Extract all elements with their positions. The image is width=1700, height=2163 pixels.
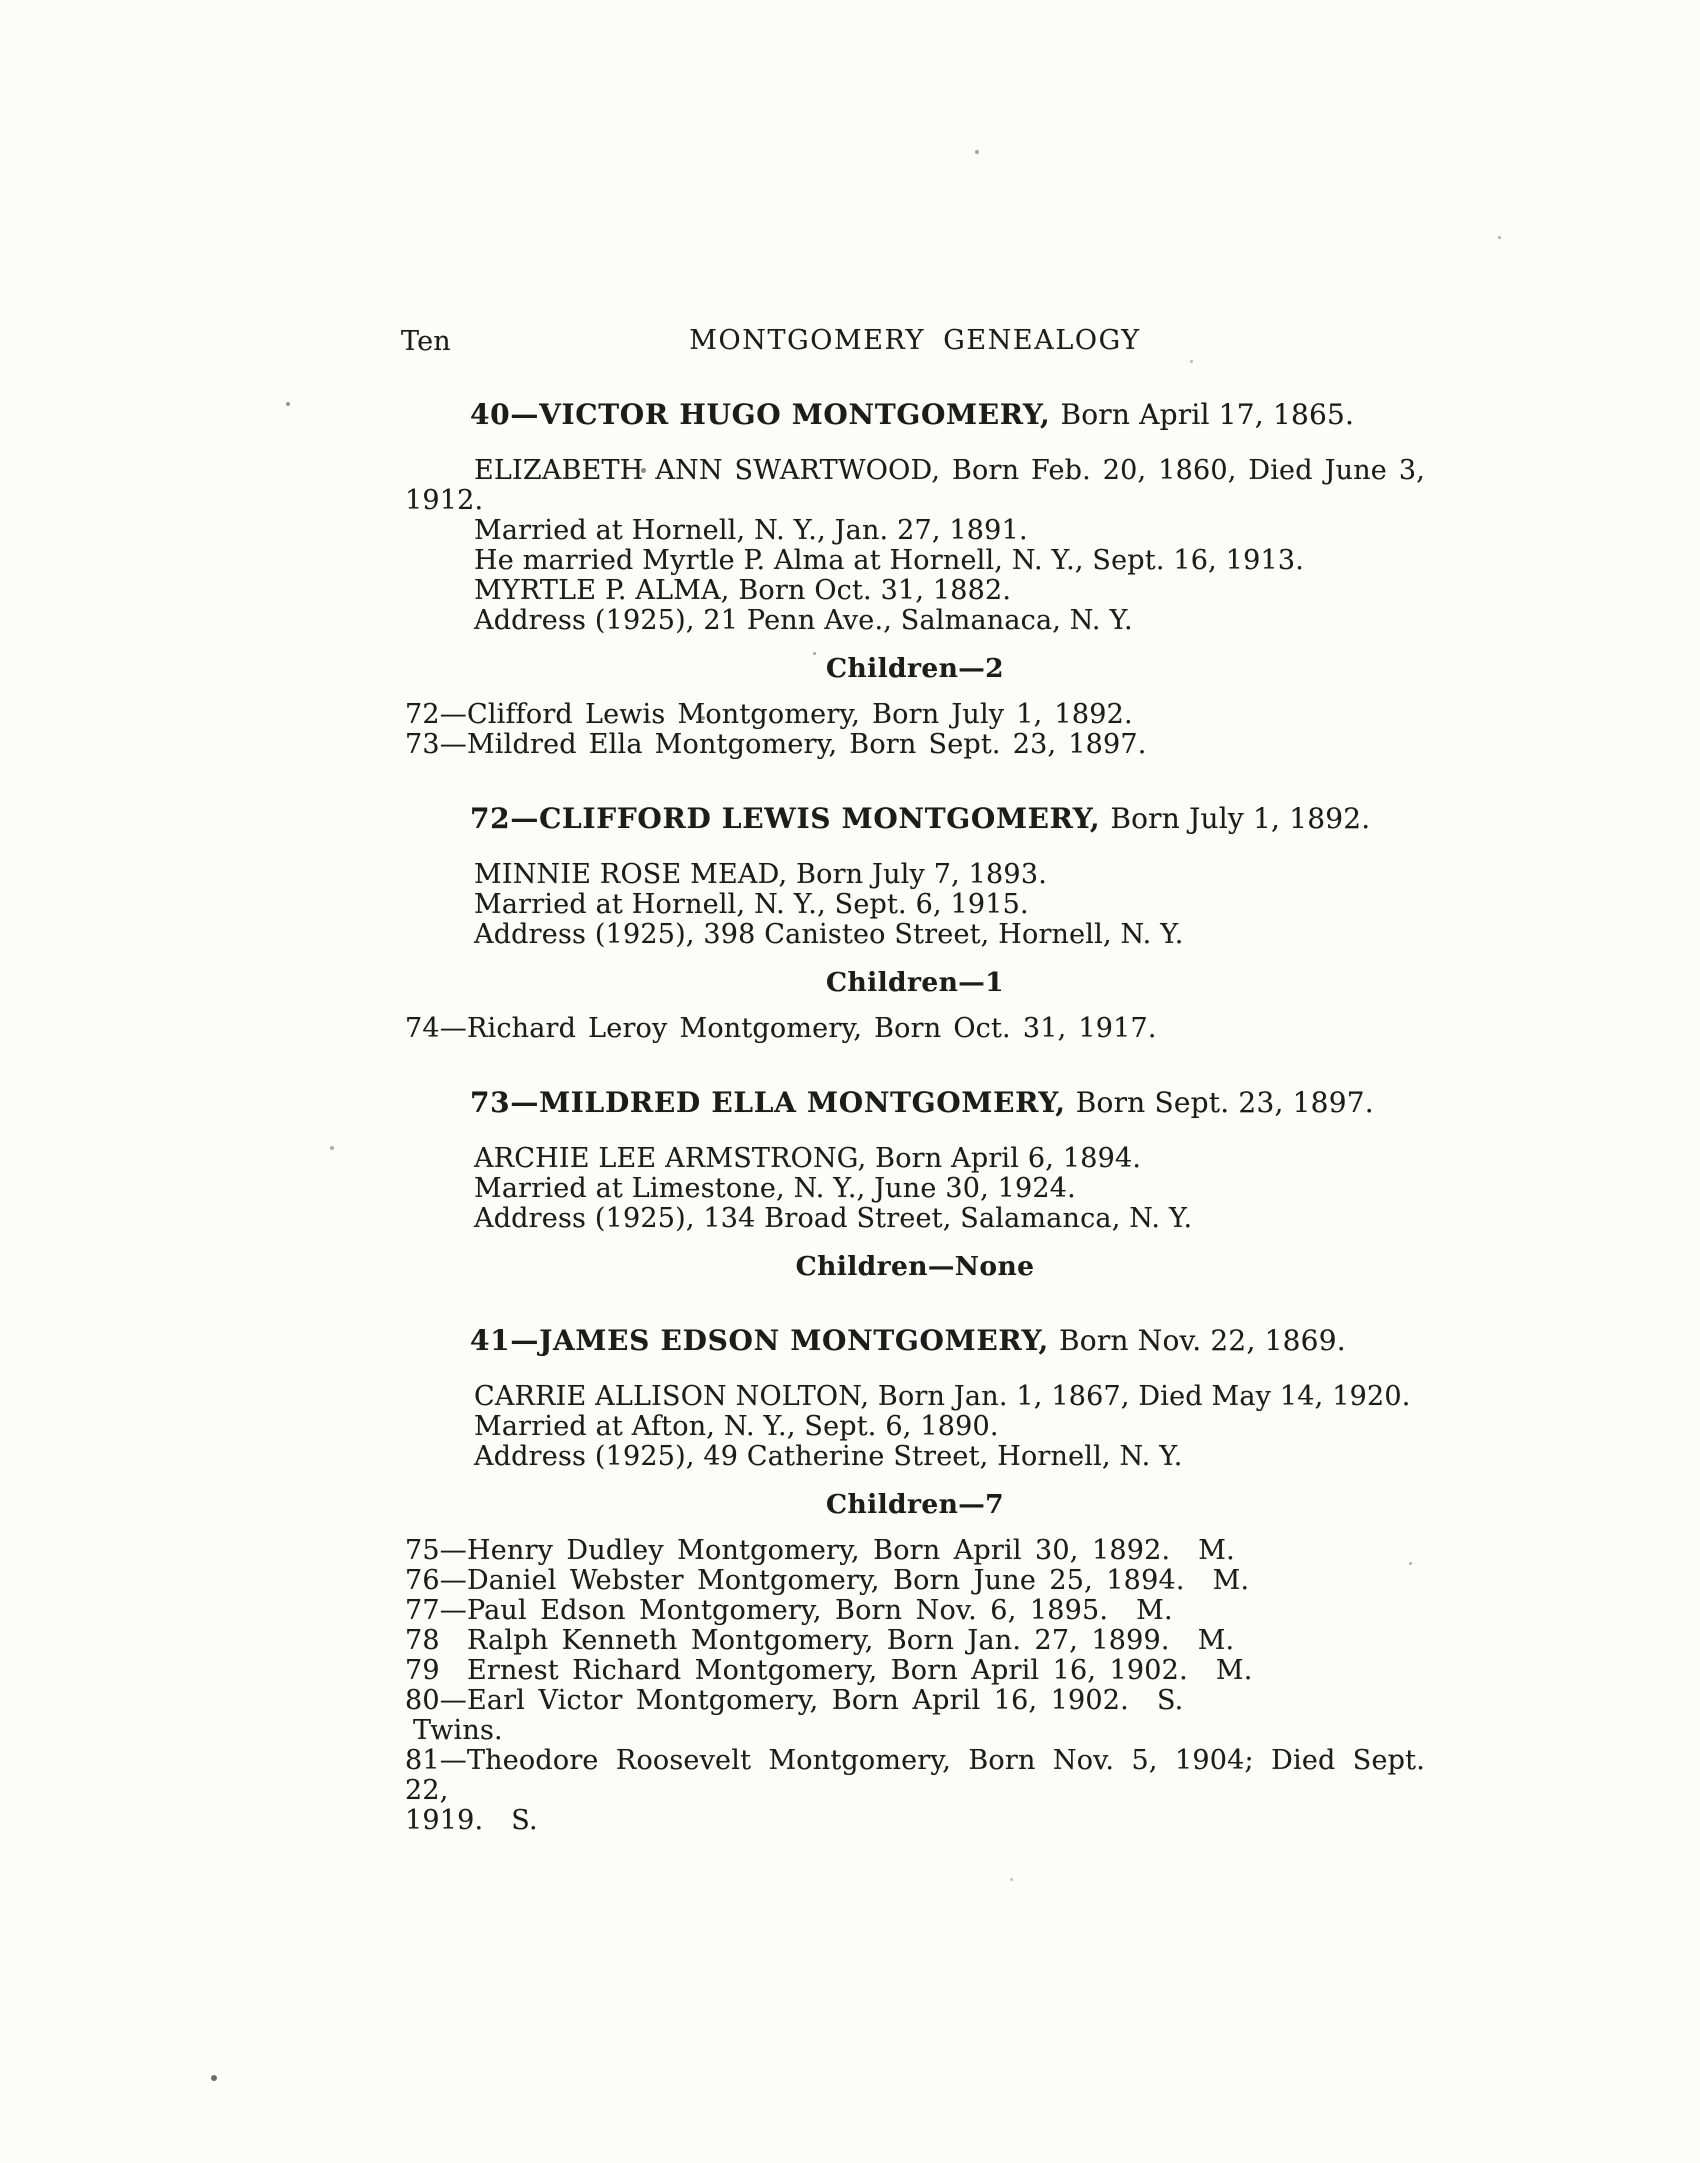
- marital-status-flag: M.: [1197, 1625, 1235, 1656]
- entry-heading-name: 73—MILDRED ELLA MONTGOMERY,: [470, 1086, 1066, 1119]
- marriage-line: He married Myrtle P. Alma at Hornell, N. Y., Sept. 16, 1913.: [474, 545, 1305, 576]
- marriage-line: Married at Hornell, N. Y., Sept. 6, 1915.: [474, 889, 1029, 920]
- child-text: 76—Daniel Webster Montgomery, Born June 25, 1894.: [405, 1565, 1185, 1596]
- entry-73: [405, 1088, 1425, 1282]
- entry-heading-detail: Born Sept. 23, 1897.: [1075, 1086, 1374, 1119]
- entry-40: [405, 400, 1425, 760]
- scan-speck: [1498, 236, 1501, 239]
- child-line: [405, 1686, 1425, 1716]
- text-line: 1912.: [405, 485, 484, 516]
- scan-speck: [211, 2075, 217, 2081]
- spouse-line: ARCHIE LEE ARMSTRONG, Born April 6, 1894.: [474, 1143, 1142, 1174]
- scan-speck: [286, 402, 290, 406]
- address-line: Address (1925), 21 Penn Ave., Salmanaca, N. Y.: [474, 605, 1133, 636]
- entry-heading-detail: Born April 17, 1865.: [1060, 398, 1355, 431]
- entry-heading-name: 40—VICTOR HUGO MONTGOMERY,: [470, 398, 1051, 431]
- children-count-label: Children—1: [825, 967, 1005, 998]
- entry-heading-detail: Born Nov. 22, 1869.: [1059, 1324, 1346, 1357]
- child-text: 78 Ralph Kenneth Montgomery, Born Jan. 27, 1899.: [405, 1625, 1170, 1656]
- child-line: [405, 1656, 1425, 1686]
- children-list: [405, 1014, 1425, 1044]
- entry-details: [405, 860, 1425, 950]
- entry-72: [405, 804, 1425, 1044]
- page-number-label: Ten: [401, 326, 451, 357]
- page-content: [401, 325, 1425, 1836]
- child-line: 74—Richard Leroy Montgomery, Born Oct. 31, 1917.: [405, 1013, 1157, 1044]
- children-list: [405, 1536, 1425, 1836]
- child-text: 1919.: [405, 1805, 484, 1836]
- child-line: 73—Mildred Ella Montgomery, Born Sept. 23, 1897.: [405, 729, 1147, 760]
- address-line: Address (1925), 398 Canisteo Street, Hornell, N. Y.: [474, 919, 1184, 950]
- scan-speck: [975, 150, 979, 154]
- child-line: [405, 1626, 1425, 1656]
- entry-heading: [405, 804, 1425, 834]
- child-line: [405, 1596, 1425, 1626]
- entry-details: [405, 1144, 1425, 1234]
- marriage-line: Married at Limestone, N. Y., June 30, 1924.: [474, 1173, 1076, 1204]
- entry-heading-name: 41—JAMES EDSON MONTGOMERY,: [470, 1324, 1050, 1357]
- marital-status-flag: S.: [511, 1805, 538, 1836]
- child-text: 77—Paul Edson Montgomery, Born Nov. 6, 1895.: [405, 1595, 1109, 1626]
- marital-status-flag: M.: [1215, 1655, 1253, 1686]
- marital-status-flag: M.: [1136, 1595, 1173, 1626]
- spouse-line: ELIZABETH ANN SWARTWOOD, Born Feb. 20, 1860, Died June 3,: [474, 455, 1425, 486]
- marital-status-flag: S.: [1156, 1685, 1184, 1716]
- children-count-label: Children—2: [825, 653, 1005, 684]
- marital-status-flag: M.: [1198, 1535, 1235, 1566]
- entry-heading: [405, 400, 1425, 430]
- running-title: MONTGOMERY GENEALOGY: [689, 325, 1141, 356]
- spouse-line: MINNIE ROSE MEAD, Born July 7, 1893.: [474, 859, 1047, 890]
- child-text: 79 Ernest Richard Montgomery, Born April 16, 1902.: [405, 1655, 1188, 1686]
- entry-41: [405, 1326, 1425, 1836]
- scan-speck: [1010, 1878, 1013, 1881]
- marriage-line: Married at Hornell, N. Y., Jan. 27, 1891.: [474, 515, 1028, 546]
- child-line: 81—Theodore Roosevelt Montgomery, Born Nov. 5, 1904; Died Sept. 22,: [405, 1745, 1425, 1806]
- twins-note-line: Twins.: [413, 1715, 503, 1746]
- children-count-label: Children—7: [825, 1489, 1005, 1520]
- address-line: Address (1925), 134 Broad Street, Salamanca, N. Y.: [474, 1203, 1193, 1234]
- child-line: [405, 1536, 1425, 1566]
- marriage-line: Married at Afton, N. Y., Sept. 6, 1890.: [474, 1411, 999, 1442]
- child-text: 75—Henry Dudley Montgomery, Born April 30, 1892.: [405, 1535, 1171, 1566]
- address-line: Address (1925), 49 Catherine Street, Hornell, N. Y.: [474, 1441, 1183, 1472]
- children-count-label: Children—None: [795, 1251, 1035, 1282]
- spouse-line: MYRTLE P. ALMA, Born Oct. 31, 1882.: [474, 575, 1012, 606]
- spouse-line: CARRIE ALLISON NOLTON, Born Jan. 1, 1867, Died May 14, 1920.: [474, 1381, 1411, 1412]
- child-line: [405, 1566, 1425, 1596]
- entry-heading: [405, 1326, 1425, 1356]
- child-line: 72—Clifford Lewis Montgomery, Born July 1, 1892.: [405, 699, 1133, 730]
- child-line-continuation: [405, 1806, 1425, 1836]
- entry-heading-name: 72—CLIFFORD LEWIS MONTGOMERY,: [470, 802, 1101, 835]
- page-header: [401, 325, 1425, 357]
- entry-heading: [405, 1088, 1425, 1118]
- entry-details: [405, 456, 1425, 636]
- child-text: 80—Earl Victor Montgomery, Born April 16, 1902.: [405, 1685, 1129, 1716]
- scan-speck: [330, 1146, 334, 1150]
- children-list: [405, 700, 1425, 760]
- marital-status-flag: M.: [1212, 1565, 1250, 1596]
- entry-heading-detail: Born July 1, 1892.: [1110, 802, 1371, 835]
- entry-details: [405, 1382, 1425, 1472]
